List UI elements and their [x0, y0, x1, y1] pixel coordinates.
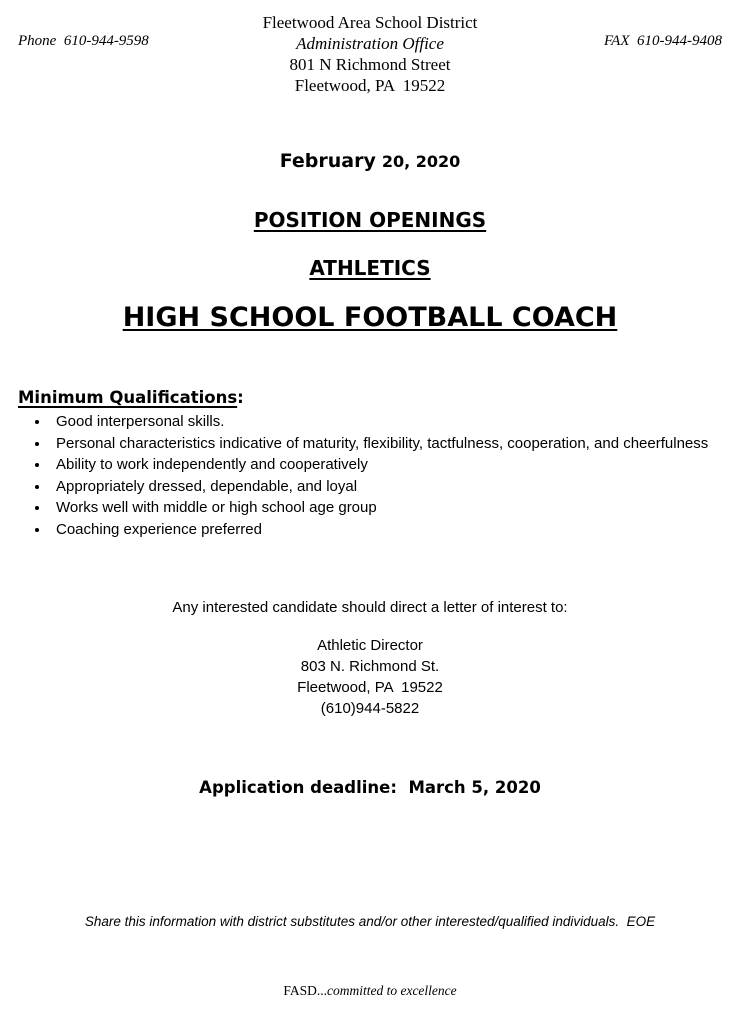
contact-block [0, 635, 740, 719]
qualifications-list [50, 411, 732, 540]
interest-intro: Any interested candidate should direct a letter of interest to: [172, 599, 568, 616]
letterhead-address-block [0, 12, 740, 96]
date-month: February [279, 150, 376, 172]
heading-athletics: ATHLETICS [309, 256, 431, 280]
fasd-acronym: FASD... [283, 983, 327, 998]
qualifications-heading [18, 387, 740, 409]
date-line [0, 148, 740, 175]
share-note: Share this information with district substitutes and/or other interested/qualified individuals. EOE [84, 914, 656, 929]
contact-city-state-zip: Fleetwood, PA 19522 [297, 679, 443, 696]
contact-street: 803 N. Richmond St. [300, 658, 440, 675]
qualification-item: • Personal characteristics indicative of maturity, flexibility, tactfulness, cooperation, and cheerfulness [50, 433, 732, 455]
fasd-motto: committed to excellence [326, 983, 457, 998]
letterhead-phone: Phone 610-944-9598 [18, 33, 149, 49]
office-name: Administration Office [296, 34, 444, 53]
qualification-item: • Works well with middle or high school age group [50, 497, 732, 519]
qualifications-heading-text: Minimum Qualifications [18, 388, 238, 407]
contact-recipient: Athletic Director [317, 637, 423, 654]
letterhead-fax: FAX 610-944-9408 [603, 33, 722, 49]
heading-job-title: HIGH SCHOOL FOOTBALL COACH [122, 302, 618, 333]
district-name: Fleetwood Area School District [262, 13, 478, 32]
heading-position-openings: POSITION OPENINGS [253, 208, 487, 232]
qualifications-heading-colon: : [237, 388, 244, 407]
fasd-motto-line [0, 982, 740, 999]
qualification-item: • Coaching experience preferred [50, 519, 732, 541]
date-day-year: 20, 2020 [381, 152, 461, 171]
qualification-item: • Good interpersonal skills. [50, 411, 732, 433]
qualification-item: • Appropriately dressed, dependable, and loyal [50, 476, 732, 498]
letterhead [0, 12, 740, 96]
qualification-item: • Ability to work independently and cooperatively [50, 454, 732, 476]
letterhead-city-state-zip: Fleetwood, PA 19522 [294, 76, 446, 95]
letterhead-street: 801 N Richmond Street [289, 55, 451, 74]
application-deadline: Application deadline: March 5, 2020 [199, 778, 541, 797]
contact-phone: (610)944-5822 [320, 700, 420, 717]
